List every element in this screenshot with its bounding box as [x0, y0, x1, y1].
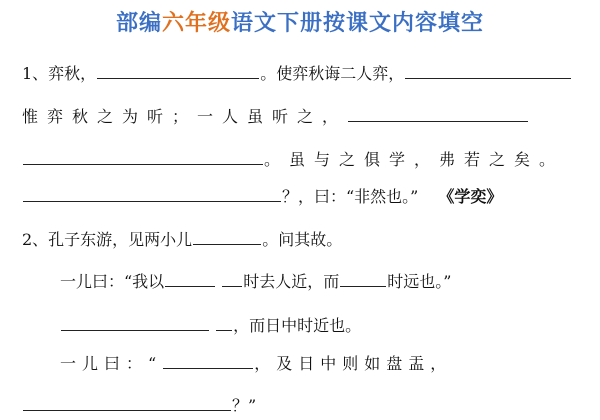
- line-4-text-b: ？，曰：“非然也。”: [282, 187, 419, 206]
- line-9-text-b: ？”: [232, 396, 257, 415]
- line-3-text-b: 。虽与之俱学，弗若之矣。: [264, 150, 565, 169]
- line-1-text-a: 1、弈秋，: [22, 64, 97, 83]
- line-7-text-b: ，而日中时近也。: [233, 316, 362, 335]
- line-4: [22, 183, 502, 209]
- page-title: [0, 6, 600, 37]
- line-9: [22, 392, 256, 418]
- blank-10[interactable]: [61, 312, 209, 331]
- blank-13[interactable]: [23, 392, 231, 411]
- line-6-text-c: 时远也。”: [387, 272, 452, 291]
- blank-4[interactable]: [23, 146, 263, 165]
- line-1: [22, 60, 572, 86]
- line-2-text-a: 惟弈秋之为听；一人虽听之，: [22, 107, 348, 126]
- line-5-text-b: 。问其故。: [262, 230, 343, 249]
- blank-2[interactable]: [405, 60, 571, 79]
- line-6-text-b: 时去人近，而: [243, 272, 340, 291]
- line-8-text-a: 一儿曰：“: [60, 354, 163, 373]
- source-title: 《学奕》: [438, 187, 503, 206]
- title-part-2: 六年级: [161, 11, 231, 36]
- line-8-text-b: ，及日中则如盘盂，: [254, 354, 453, 373]
- blank-8[interactable]: [222, 268, 242, 287]
- line-5: [22, 226, 342, 252]
- line-2: [22, 103, 529, 129]
- line-5-text-a: 2、孔子东游，见两小儿: [22, 230, 193, 249]
- line-3: [22, 146, 564, 172]
- line-1-text-b: 。使弈秋诲二人弈，: [260, 64, 405, 83]
- blank-6[interactable]: [193, 226, 261, 245]
- line-7: [60, 312, 361, 338]
- line-8: [60, 350, 452, 376]
- blank-3[interactable]: [348, 103, 528, 122]
- title-part-1: 部编: [115, 11, 162, 36]
- title-part-3: 语文下册按课文内容填空: [231, 11, 485, 36]
- blank-11[interactable]: [216, 312, 232, 331]
- blank-5[interactable]: [23, 183, 281, 202]
- line-6-text-a: 一儿曰：“我以: [60, 272, 165, 291]
- blank-12[interactable]: [163, 350, 253, 369]
- blank-9[interactable]: [340, 268, 386, 287]
- blank-1[interactable]: [97, 60, 259, 79]
- line-6: [60, 268, 451, 294]
- blank-7[interactable]: [165, 268, 215, 287]
